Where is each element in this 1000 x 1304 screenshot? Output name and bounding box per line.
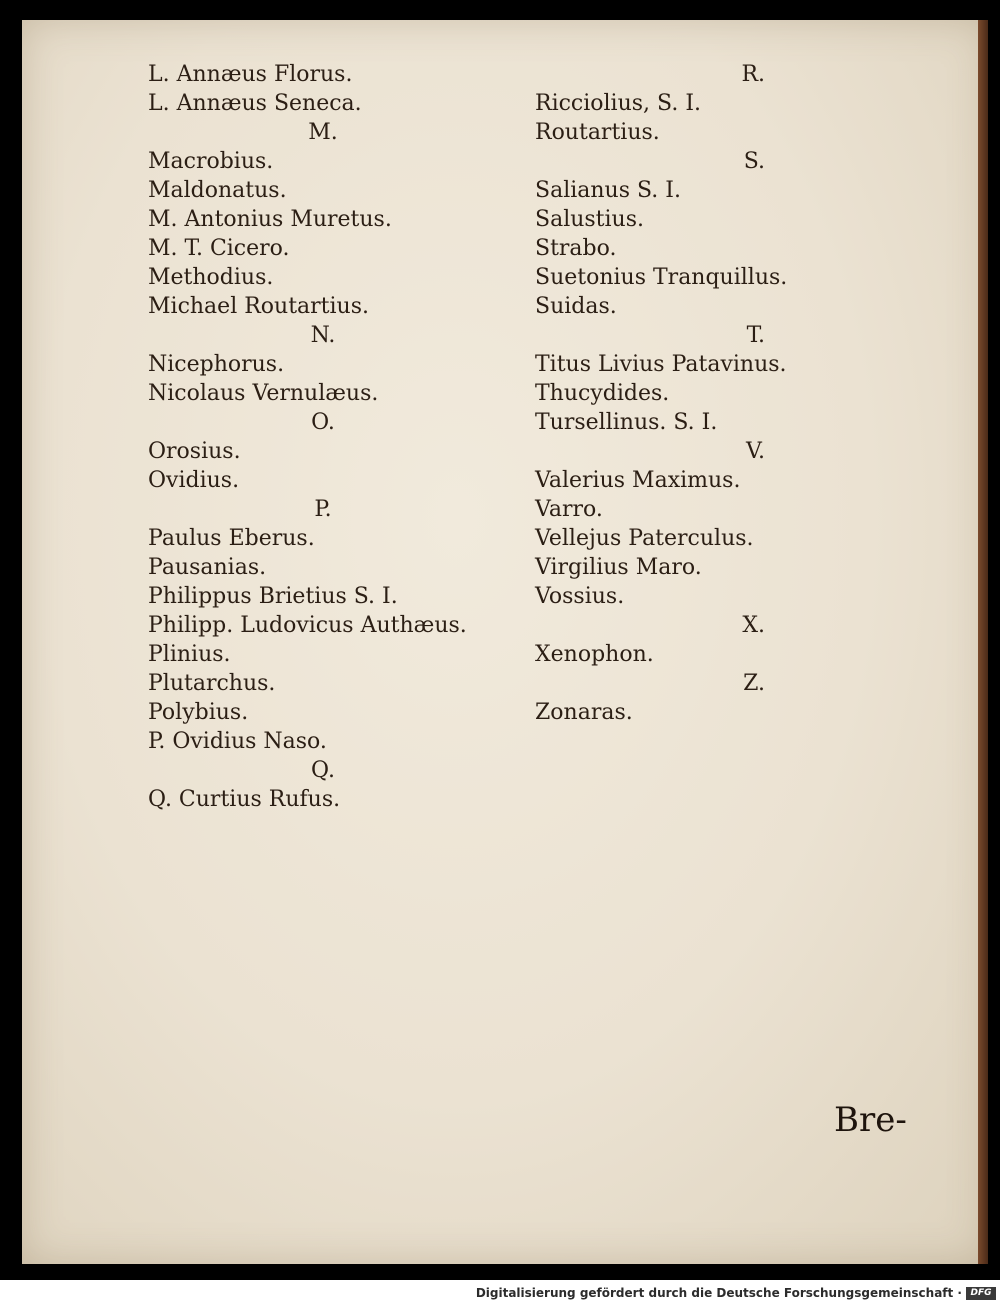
author-entry: Vossius. — [535, 584, 625, 609]
letter-heading: M. — [308, 120, 338, 145]
digitization-footer — [0, 1284, 1000, 1304]
author-entry: Q. Curtius Rufus. — [148, 787, 341, 812]
letter-heading: X. — [742, 613, 765, 638]
author-entry: Titus Livius Patavinus. — [535, 352, 787, 377]
author-entry: M. Antonius Muretus. — [148, 207, 392, 232]
author-entry: Xenophon. — [535, 642, 654, 667]
letter-heading: N. — [310, 323, 336, 348]
footer-credit: Digitalisierung gefördert durch die Deutsche Forschungsgemeinschaft · — [475, 1286, 962, 1300]
author-entry: Virgilius Maro. — [535, 555, 702, 580]
author-entry: Paulus Eberus. — [148, 526, 315, 551]
author-entry: Thucydides. — [535, 381, 670, 406]
left-author-column — [148, 60, 488, 814]
right-author-column — [535, 60, 835, 727]
author-entry: Nicolaus Vernulæus. — [148, 381, 379, 406]
letter-heading: P. — [314, 497, 332, 522]
author-entry: M. T. Cicero. — [148, 236, 290, 261]
author-entry: Ovidius. — [148, 468, 240, 493]
author-entry: P. Ovidius Naso. — [148, 729, 327, 754]
author-entry: Maldonatus. — [148, 178, 287, 203]
author-entry: Michael Routartius. — [148, 294, 369, 319]
author-entry: Valerius Maximus. — [535, 468, 741, 493]
author-entry: Orosius. — [148, 439, 241, 464]
author-entry: Methodius. — [148, 265, 274, 290]
author-entry: Plinius. — [148, 642, 231, 667]
letter-heading: Q. — [311, 758, 335, 783]
catchword: Bre- — [834, 1100, 907, 1140]
author-entry: Varro. — [535, 497, 603, 522]
letter-heading: S. — [743, 149, 765, 174]
letter-heading: R. — [741, 62, 765, 87]
letter-heading: Z. — [743, 671, 765, 696]
author-entry: Suetonius Tranquillus. — [535, 265, 788, 290]
letter-heading: O. — [311, 410, 335, 435]
author-entry: Suidas. — [535, 294, 617, 319]
author-entry: Strabo. — [535, 236, 617, 261]
author-entry: Pausanias. — [148, 555, 267, 580]
author-entry: Routartius. — [535, 120, 660, 145]
author-entry: L. Annæus Seneca. — [148, 91, 362, 116]
author-entry: Philipp. Ludovicus Authæus. — [148, 613, 467, 638]
author-entry: Vellejus Paterculus. — [535, 526, 754, 551]
author-entry: L. Annæus Florus. — [148, 62, 353, 87]
author-entry: Polybius. — [148, 700, 249, 725]
letter-heading: V. — [745, 439, 765, 464]
author-entry: Plutarchus. — [148, 671, 276, 696]
author-entry: Nicephorus. — [148, 352, 285, 377]
author-entry: Tursellinus. S. I. — [535, 410, 718, 435]
author-entry: Salianus S. I. — [535, 178, 681, 203]
author-entry: Ricciolius, S. I. — [535, 91, 701, 116]
letter-heading: T. — [746, 323, 765, 348]
author-entry: Salustius. — [535, 207, 645, 232]
author-entry: Philippus Brietius S. I. — [148, 584, 398, 609]
page-edge — [978, 20, 988, 1264]
author-entry: Zonaras. — [535, 700, 633, 725]
author-entry: Macrobius. — [148, 149, 274, 174]
dfg-logo-icon: DFG — [966, 1287, 996, 1300]
